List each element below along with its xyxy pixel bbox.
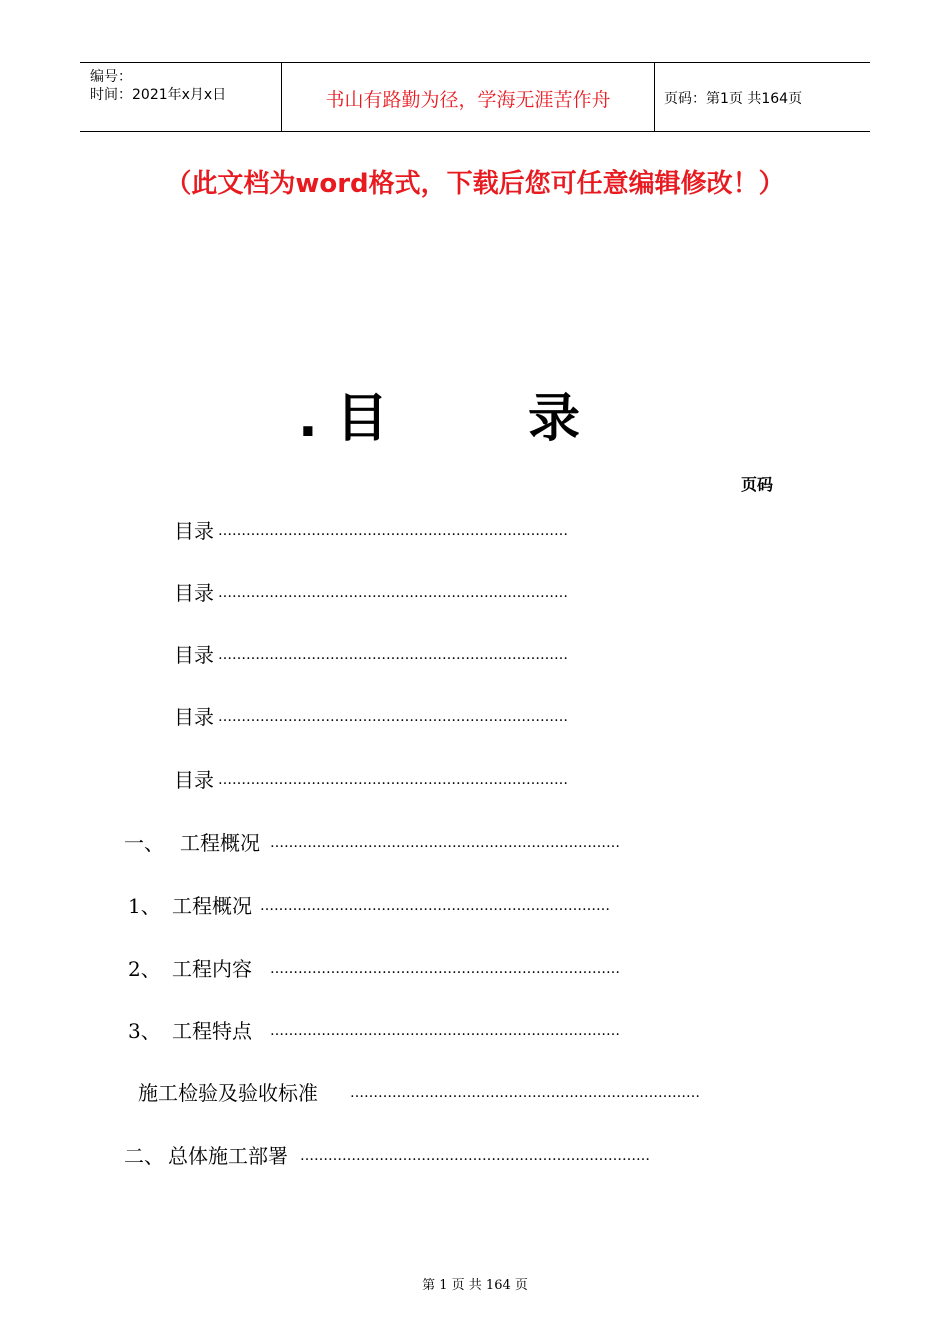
toc-entry-leader-dots: …………………………………………………………………	[218, 647, 568, 663]
toc-entry-leader-dots: …………………………………………………………………	[350, 1085, 700, 1101]
toc-entry-leader-dots: …………………………………………………………………	[218, 585, 568, 601]
toc-page-column-label: 页码	[741, 475, 774, 494]
toc-entry-leader-dots: …………………………………………………………………	[260, 898, 610, 914]
toc-title-char-2: 录	[528, 389, 581, 449]
document-number-label: 编号：	[90, 69, 132, 85]
toc-entry	[0, 891, 950, 921]
toc-entry-text: 总体施工部署	[168, 1144, 288, 1168]
toc-entry	[0, 578, 950, 608]
page-footer: 第 1 页 共 164 页	[422, 1278, 528, 1293]
toc-entry	[0, 640, 950, 670]
toc-entry-leader-dots: …………………………………………………………………	[270, 1023, 620, 1039]
toc-entry-number: 2、	[128, 957, 161, 981]
toc-entry	[0, 1078, 950, 1108]
toc-title-dot: .	[298, 389, 318, 449]
toc-entry	[0, 516, 950, 546]
toc-entry	[0, 828, 950, 858]
toc-entry-text: 工程概况	[180, 831, 260, 855]
toc-entry-number: 3、	[128, 1019, 161, 1043]
toc-entry-leader-dots: …………………………………………………………………	[218, 523, 568, 539]
toc-entry-text: 目录	[174, 643, 214, 667]
toc-entry-text: 工程概况	[172, 894, 252, 918]
header-page-cell	[655, 63, 870, 131]
toc-title-char-1: 目	[336, 389, 389, 449]
toc-entry	[0, 954, 950, 984]
toc-entry-leader-dots: …………………………………………………………………	[218, 772, 568, 788]
editable-notice: （此文档为word格式，下载后您可任意编辑修改！）	[165, 169, 785, 199]
header-meta-cell	[80, 63, 282, 131]
header-motto: 书山有路勤为径，学海无涯苦作舟	[325, 89, 611, 111]
toc-entry-number: 一、	[124, 831, 164, 855]
toc-entry-number: 二、	[124, 1144, 164, 1168]
toc-entry-text: 目录	[174, 581, 214, 605]
toc-entry-text: 施工检验及验收标准	[138, 1081, 318, 1105]
toc-entry-leader-dots: …………………………………………………………………	[300, 1148, 650, 1164]
toc-entry-text: 目录	[174, 768, 214, 792]
header-motto-cell	[282, 63, 655, 131]
toc-entry-number: 1、	[128, 894, 161, 918]
toc-entry-text: 目录	[174, 519, 214, 543]
header-table	[80, 62, 870, 132]
document-time-label: 时间：2021年x月x日	[90, 87, 227, 103]
toc-entry	[0, 1016, 950, 1046]
toc-entry-text: 目录	[174, 705, 214, 729]
toc-entry	[0, 1141, 950, 1171]
toc-entry-leader-dots: …………………………………………………………………	[270, 835, 620, 851]
toc-entry	[0, 702, 950, 732]
toc-entry-leader-dots: …………………………………………………………………	[218, 709, 568, 725]
toc-entry-text: 工程内容	[172, 957, 252, 981]
toc-entry	[0, 765, 950, 795]
header-page-info: 页码：第1页 共164页	[664, 91, 803, 107]
toc-entry-text: 工程特点	[172, 1019, 252, 1043]
toc-entry-leader-dots: …………………………………………………………………	[270, 961, 620, 977]
toc-title	[298, 376, 580, 451]
